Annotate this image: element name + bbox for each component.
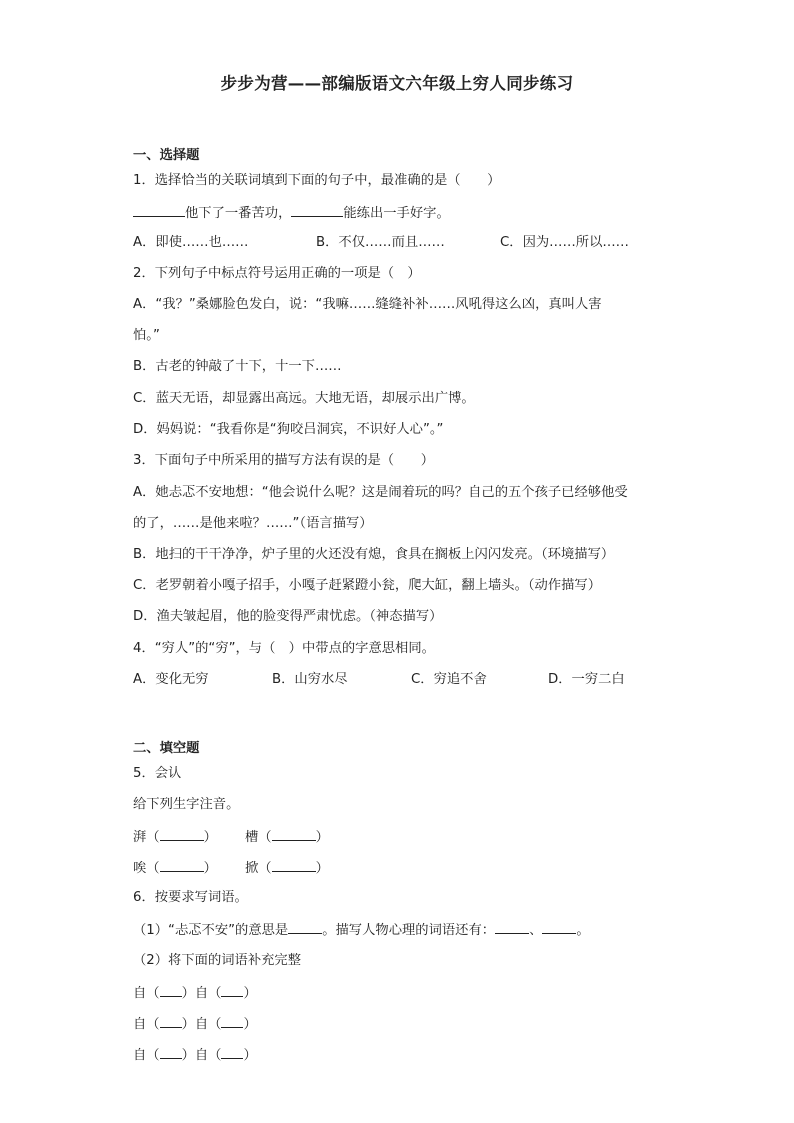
q3-option-a-line2[interactable]: 的了，……是他来啦？……”（语言描写） <box>133 516 373 531</box>
q1-blank-2[interactable] <box>291 203 343 217</box>
q6-mid-1: ）自（ <box>181 986 222 1001</box>
q6-blank-1a[interactable] <box>160 983 182 997</box>
q6-blank-3b[interactable] <box>221 1045 243 1059</box>
q4-option-d[interactable]: D．一穷二白 <box>548 672 625 687</box>
q6-close-1: ） <box>243 986 257 1001</box>
q6-zi-3: 自（ <box>133 1048 160 1063</box>
q6-p1-blank-3[interactable] <box>542 920 576 934</box>
page-title: 步步为营——部编版语文六年级上穷人同步练习 <box>220 74 574 93</box>
q5-instruction: 给下列生字注音。 <box>133 797 240 812</box>
q2-option-a-line1[interactable]: A．“我？”桑娜脸色发白，说：“我嘛……缝缝补补……风吼得这么凶，真叫人害 <box>133 297 602 312</box>
q6-mid-3: ）自（ <box>181 1048 222 1063</box>
q6-part2: （2）将下面的词语补充完整 <box>133 953 302 968</box>
section-heading-fill: 二、填空题 <box>133 741 200 756</box>
q6-part1 <box>133 920 590 940</box>
q6-word-row-3 <box>133 1045 257 1065</box>
q5-blank-4[interactable] <box>272 858 316 872</box>
q1-text-b: 能练出一手好字。 <box>343 206 450 221</box>
q5-blank-2[interactable] <box>272 827 316 841</box>
q6-blank-2b[interactable] <box>221 1014 243 1028</box>
q5-stem: 5．会认 <box>133 766 182 781</box>
q1-sentence <box>133 203 450 223</box>
q3-option-d[interactable]: D．渔夫皱起眉，他的脸变得严肃忧虑。（神态描写） <box>133 609 443 624</box>
q5-char-4: 掀（ <box>245 861 272 876</box>
q6-p1-end: 。 <box>576 923 590 938</box>
section-heading-choice: 一、选择题 <box>133 148 200 163</box>
q6-blank-3a[interactable] <box>160 1045 182 1059</box>
q1-options <box>133 234 629 252</box>
q5-char-1: 湃（ <box>133 830 160 845</box>
q5-close-4: ） <box>315 861 329 876</box>
q4-option-a[interactable]: A．变化无穷 <box>133 672 209 687</box>
q1-text-a: 他下了一番苦功， <box>185 206 292 221</box>
q6-p1-text-b: 。描写人物心理的词语还有： <box>322 923 496 938</box>
q4-options <box>133 671 625 689</box>
q1-blank-1[interactable] <box>133 203 185 217</box>
q6-p1-text-a: （1）“忐忑不安”的意思是 <box>133 923 289 938</box>
q1-option-c[interactable]: C．因为……所以…… <box>500 235 629 250</box>
q6-word-row-2 <box>133 1014 257 1034</box>
q6-zi-2: 自（ <box>133 1017 160 1032</box>
q6-p1-blank-1[interactable] <box>288 920 322 934</box>
q2-option-b[interactable]: B．古老的钟敲了十下，十一下…… <box>133 359 342 374</box>
q6-p1-blank-2[interactable] <box>495 920 529 934</box>
q3-option-c[interactable]: C．老罗朝着小嘎子招手，小嘎子赶紧蹬小瓮，爬大缸，翻上墙头。（动作描写） <box>133 578 602 593</box>
q6-close-2: ） <box>243 1017 257 1032</box>
q4-option-c[interactable]: C．穷追不舍 <box>411 672 487 687</box>
q6-zi-1: 自（ <box>133 986 160 1001</box>
q3-stem: 3．下面句子中所采用的描写方法有误的是（ ） <box>133 453 434 468</box>
q5-blank-1[interactable] <box>160 827 204 841</box>
q6-blank-1b[interactable] <box>221 983 243 997</box>
q5-close-3: ） <box>203 861 217 876</box>
q6-mid-2: ）自（ <box>181 1017 222 1032</box>
q6-word-row-1 <box>133 983 257 1003</box>
q2-option-c[interactable]: C．蓝天无语，却显露出高远。大地无语，却展示出广博。 <box>133 391 475 406</box>
q5-row-1 <box>133 827 329 847</box>
q5-row-2 <box>133 858 329 878</box>
q4-option-b[interactable]: B．山穷水尽 <box>272 672 348 687</box>
q1-option-b[interactable]: B．不仅……而且…… <box>316 235 445 250</box>
q5-close-2: ） <box>315 830 329 845</box>
q1-option-a[interactable]: A．即使……也…… <box>133 235 249 250</box>
q6-p1-sep: 、 <box>529 923 543 938</box>
q2-option-d[interactable]: D．妈妈说：“我看你是“狗咬吕洞宾，不识好人心”。” <box>133 422 444 437</box>
q3-option-a-line1[interactable]: A．她忐忑不安地想：“他会说什么呢？这是闹着玩的吗？自己的五个孩子已经够他受 <box>133 485 628 500</box>
q2-stem: 2．下列句子中标点符号运用正确的一项是（ ） <box>133 266 421 281</box>
q5-close-1: ） <box>203 830 217 845</box>
q5-char-3: 唉（ <box>133 861 160 876</box>
q6-blank-2a[interactable] <box>160 1014 182 1028</box>
q3-option-b[interactable]: B．地扫的干干净净，炉子里的火还没有熄，食具在搁板上闪闪发亮。（环境描写） <box>133 547 615 562</box>
q1-stem: 1．选择恰当的关联词填到下面的句子中，最准确的是（ ） <box>133 173 501 188</box>
q6-stem: 6．按要求写词语。 <box>133 890 248 905</box>
q5-char-2: 槽（ <box>245 830 272 845</box>
q5-blank-3[interactable] <box>160 858 204 872</box>
q6-close-3: ） <box>243 1048 257 1063</box>
q2-option-a-line2[interactable]: 怕。” <box>133 328 160 343</box>
q4-stem: 4．“穷人”的“穷”，与（ ）中带点的字意思相同。 <box>133 641 435 656</box>
